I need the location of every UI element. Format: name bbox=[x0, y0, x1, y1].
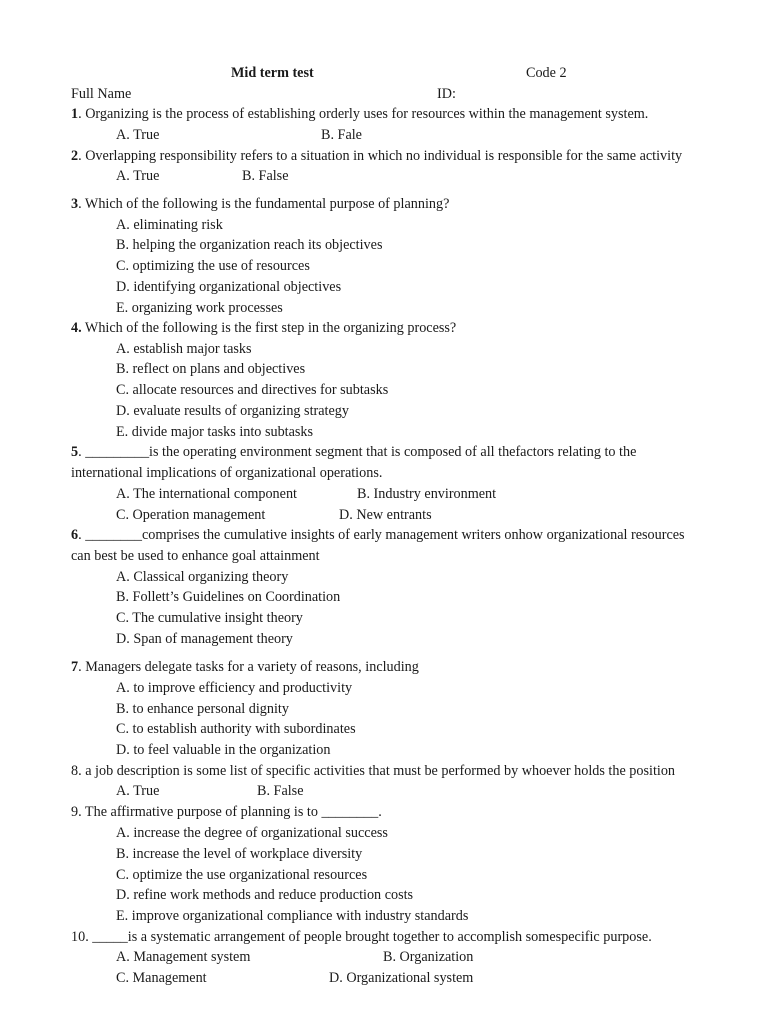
question-text: _____is a systematic arrangement of people brought together to accomplish somespecific purpose. bbox=[88, 929, 652, 945]
question-number: 1 bbox=[71, 106, 79, 122]
question-number: 5 bbox=[71, 444, 79, 460]
question-number: 8. bbox=[71, 763, 82, 779]
question-4 bbox=[71, 319, 456, 337]
question-number: 4. bbox=[71, 320, 82, 336]
option-2a: A. True bbox=[116, 168, 160, 184]
option-7d: D. to feel valuable in the organization bbox=[116, 742, 331, 758]
option-9a: A. increase the degree of organizational success bbox=[116, 825, 388, 841]
question-text: . Which of the following is the fundamental purpose of planning? bbox=[78, 196, 450, 212]
question-number: 6 bbox=[71, 527, 79, 543]
option-7c: C. to establish authority with subordinates bbox=[116, 721, 356, 737]
option-10a: A. Management system bbox=[116, 949, 251, 965]
question-text: . _________is the operating environment segment that is composed of all thefactors relating to the bbox=[78, 444, 637, 460]
question-5-continued: international implications of organizational operations. bbox=[71, 465, 383, 481]
option-9b: B. increase the level of workplace diversity bbox=[116, 846, 363, 862]
option-4a: A. establish major tasks bbox=[116, 341, 252, 357]
option-3b: B. helping the organization reach its objectives bbox=[116, 237, 383, 253]
question-10 bbox=[71, 928, 652, 946]
option-6a: A. Classical organizing theory bbox=[116, 569, 289, 585]
option-1b: B. Fale bbox=[321, 127, 362, 143]
exam-code: Code 2 bbox=[526, 65, 567, 81]
option-3e: E. organizing work processes bbox=[116, 300, 283, 316]
question-text: . Managers delegate tasks for a variety of reasons, including bbox=[78, 659, 419, 675]
option-2b: B. False bbox=[242, 168, 289, 184]
option-7b: B. to enhance personal dignity bbox=[116, 701, 289, 717]
option-1a: A. True bbox=[116, 127, 160, 143]
option-5c: C. Operation management bbox=[116, 507, 266, 523]
question-6-continued: can best be used to enhance goal attainment bbox=[71, 548, 320, 564]
option-5b: B. Industry environment bbox=[357, 486, 497, 502]
id-label: ID: bbox=[437, 86, 456, 102]
question-number: 2 bbox=[71, 148, 79, 164]
option-10b: B. Organization bbox=[383, 949, 474, 965]
question-9 bbox=[71, 803, 382, 821]
question-text: . ________comprises the cumulative insights of early management writers onhow organizational resources bbox=[78, 527, 685, 543]
option-8b: B. False bbox=[257, 783, 304, 799]
question-7 bbox=[71, 658, 419, 676]
option-7a: A. to improve efficiency and productivity bbox=[116, 680, 353, 696]
option-3a: A. eliminating risk bbox=[116, 217, 223, 233]
option-6b: B. Follett’s Guidelines on Coordination bbox=[116, 589, 341, 605]
full-name-label: Full Name bbox=[71, 86, 132, 102]
option-4b: B. reflect on plans and objectives bbox=[116, 361, 306, 377]
page-title: Mid term test bbox=[231, 65, 314, 81]
question-text: . Organizing is the process of establishing orderly uses for resources within the management system. bbox=[78, 106, 649, 122]
question-text: a job description is some list of specific activities that must be performed by whoever holds the position bbox=[81, 763, 676, 779]
option-4c: C. allocate resources and directives for subtasks bbox=[116, 382, 389, 398]
question-number: 3 bbox=[71, 196, 79, 212]
option-10d: D. Organizational system bbox=[329, 970, 474, 986]
option-9c: C. optimize the use organizational resources bbox=[116, 867, 368, 883]
option-4d: D. evaluate results of organizing strategy bbox=[116, 403, 349, 419]
option-3d: D. identifying organizational objectives bbox=[116, 279, 342, 295]
question-8 bbox=[71, 762, 675, 780]
option-5a: A. The international component bbox=[116, 486, 297, 502]
question-text: The affirmative purpose of planning is to ________. bbox=[81, 804, 382, 820]
option-9d: D. refine work methods and reduce production costs bbox=[116, 887, 414, 903]
option-5d: D. New entrants bbox=[339, 507, 432, 523]
question-number: 9. bbox=[71, 804, 82, 820]
option-3c: C. optimizing the use of resources bbox=[116, 258, 310, 274]
question-5 bbox=[71, 443, 636, 461]
option-9e: E. improve organizational compliance with industry standards bbox=[116, 908, 469, 924]
question-6 bbox=[71, 526, 685, 544]
question-2 bbox=[71, 147, 682, 165]
question-1 bbox=[71, 105, 648, 123]
option-8a: A. True bbox=[116, 783, 160, 799]
question-number: 10. bbox=[71, 929, 89, 945]
question-number: 7 bbox=[71, 659, 79, 675]
option-10c: C. Management bbox=[116, 970, 207, 986]
question-3 bbox=[71, 195, 449, 213]
option-6d: D. Span of management theory bbox=[116, 631, 293, 647]
option-6c: C. The cumulative insight theory bbox=[116, 610, 303, 626]
option-4e: E. divide major tasks into subtasks bbox=[116, 424, 314, 440]
question-text: Which of the following is the first step in the organizing process? bbox=[81, 320, 457, 336]
question-text: . Overlapping responsibility refers to a situation in which no individual is responsible for the same activity bbox=[78, 148, 683, 164]
